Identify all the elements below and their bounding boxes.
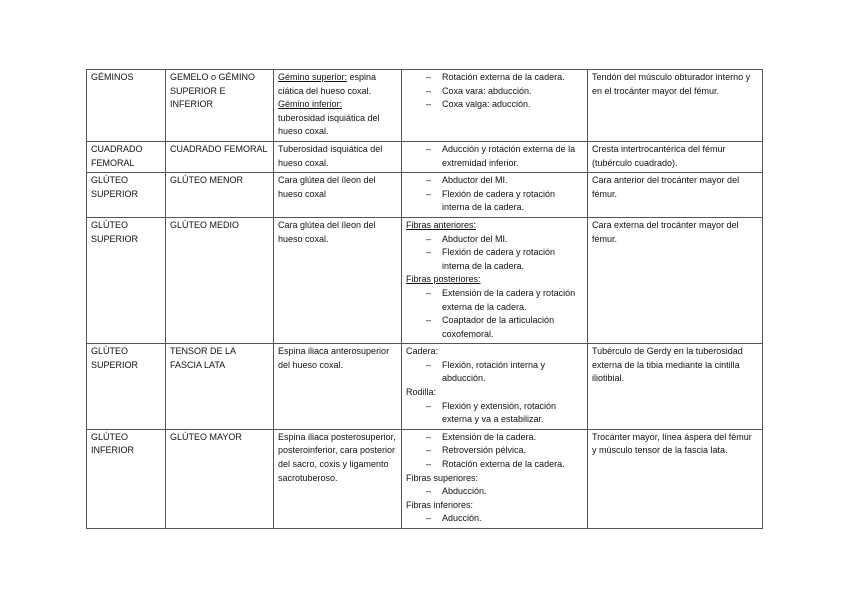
muscle-name: TENSOR DE LA FASCIA LATA xyxy=(170,346,236,370)
origin-text: Cara glútea del íleon del hueso coxal. xyxy=(278,219,376,244)
list-item: – Extensión de la cadera. xyxy=(426,431,583,445)
actions-list xyxy=(406,174,583,215)
cell-actions xyxy=(402,141,588,172)
group-label: GLÚTEO SUPERIOR xyxy=(91,219,139,244)
list-item: – Flexión de cadera y rotación interna de la cadera. xyxy=(426,188,583,215)
cell-group xyxy=(87,173,166,218)
table-row-gluteo-mayor xyxy=(87,429,763,528)
cell-group xyxy=(87,217,166,343)
list-item: – Abductor del MI. xyxy=(426,174,583,188)
group-label: GLÚTEO SUPERIOR xyxy=(91,175,139,199)
actions-list xyxy=(406,233,583,274)
muscle-name: CUADRADO FEMORAL xyxy=(170,143,268,154)
cell-muscle xyxy=(166,344,274,430)
cell-muscle xyxy=(166,141,274,172)
cell-group xyxy=(87,429,166,528)
muscle-table xyxy=(86,69,763,529)
actions-list xyxy=(406,287,583,341)
list-item: – Extensión de la cadera y rotación externa de la cadera. xyxy=(426,287,583,314)
list-item: – Flexión, rotación interna y abducción. xyxy=(426,359,583,386)
cell-actions xyxy=(402,70,588,142)
table-row-tensor-fascia-lata xyxy=(87,344,763,430)
origin-text: espina ciática del hueso coxal. xyxy=(278,72,377,96)
cell-actions xyxy=(402,344,588,430)
cell-origin xyxy=(274,173,402,218)
cell-insertion xyxy=(588,141,763,172)
origin-text: Cara glútea del íleon del hueso coxal xyxy=(278,175,376,199)
list-item: – Rotación externa de la cadera. xyxy=(426,71,583,85)
list-item: – Abductor del MI. xyxy=(426,233,583,247)
cell-insertion xyxy=(588,344,763,430)
list-item: – Flexión y extensión, rotación externa y va a estabilizar. xyxy=(426,400,583,427)
actions-group-label: Cadera: xyxy=(406,346,439,357)
list-item: – Retroversión pélvica. xyxy=(426,444,583,458)
origin-text: tuberosidad isquiática del hueso coxal. xyxy=(278,112,380,137)
table-row-geminos xyxy=(87,70,763,142)
list-item: – Rotación externa de la cadera. xyxy=(426,458,583,472)
cell-actions xyxy=(402,217,588,343)
origin-sublabel: Gémino inferior: xyxy=(278,99,343,110)
actions-list xyxy=(406,431,583,472)
cell-insertion xyxy=(588,429,763,528)
cell-group xyxy=(87,70,166,142)
insertion-text: Cara anterior del trocánter mayor del fémur. xyxy=(592,175,740,199)
actions-group-label: Fibras superiores: xyxy=(406,472,479,483)
list-item: – Aducción y rotación externa de la extremidad inferior. xyxy=(426,143,583,170)
muscle-name: GLÚTEO MAYOR xyxy=(170,431,242,442)
origin-text: Espina iliaca anterosuperior del hueso coxal. xyxy=(278,346,390,370)
actions-list xyxy=(406,143,583,170)
cell-actions xyxy=(402,429,588,528)
muscle-name: GEMELO o GÉMINO SUPERIOR E INFERIOR xyxy=(170,72,256,110)
list-item: – Flexión de cadera y rotación interna de la cadera. xyxy=(426,246,583,273)
cell-origin xyxy=(274,141,402,172)
table-row-gluteo-medio xyxy=(87,217,763,343)
actions-list xyxy=(406,359,583,386)
origin-sublabel: Gémino superior: xyxy=(278,72,348,82)
muscle-name: GLÚTEO MENOR xyxy=(170,175,244,186)
cell-muscle xyxy=(166,70,274,142)
cell-origin xyxy=(274,217,402,343)
muscle-name: GLÚTEO MEDIO xyxy=(170,219,240,230)
actions-list xyxy=(406,512,583,526)
group-label: GLÚTEO INFERIOR xyxy=(91,431,135,456)
insertion-text: Cara externa del trocánter mayor del fémur. xyxy=(592,219,739,244)
group-label: GLÚTEO SUPERIOR xyxy=(91,346,139,370)
actions-group-label: Rodilla: xyxy=(406,387,437,398)
cell-insertion xyxy=(588,173,763,218)
cell-origin xyxy=(274,344,402,430)
actions-group-label: Fibras anteriores: xyxy=(406,219,477,230)
insertion-text: Tubérculo de Gerdy en la tuberosidad externa de la tibia mediante la cintilla iliotibial. xyxy=(592,346,743,384)
actions-group-label: Fibras posteriores: xyxy=(406,274,481,285)
origin-text: Espina iliaca posterosuperior, posteroinferior, cara posterior del sacro, coxis y ligamento sacrotuberoso. xyxy=(278,431,396,483)
origin-text: Tuberosidad isquiática del hueso coxal. xyxy=(278,143,383,168)
insertion-text: Trocánter mayor, línea áspera del fémur y músculo tensor de la fascia lata. xyxy=(592,431,752,456)
cell-actions xyxy=(402,173,588,218)
cell-muscle xyxy=(166,429,274,528)
table-row-cuadrado-femoral xyxy=(87,141,763,172)
list-item: – Abducción. xyxy=(426,485,583,499)
cell-group xyxy=(87,141,166,172)
cell-insertion xyxy=(588,217,763,343)
list-item: – Coxa valga: aducción. xyxy=(426,98,583,112)
cell-muscle xyxy=(166,173,274,218)
list-item: – Aducción. xyxy=(426,512,583,526)
group-label: GÉMINOS xyxy=(91,72,134,82)
list-item: – Coxa vara: abducción. xyxy=(426,85,583,99)
cell-origin xyxy=(274,70,402,142)
list-item: – Coaptador de la articulación coxofemoral. xyxy=(426,314,583,341)
cell-origin xyxy=(274,429,402,528)
table-row-gluteo-menor xyxy=(87,173,763,218)
actions-list xyxy=(406,71,583,112)
group-label: CUADRADO FEMORAL xyxy=(91,143,143,168)
insertion-text: Cresta intertrocantérica del fémur (tubérculo cuadrado). xyxy=(592,143,726,168)
actions-group-label: Fibras inferiores: xyxy=(406,499,474,510)
cell-group xyxy=(87,344,166,430)
cell-muscle xyxy=(166,217,274,343)
insertion-text: Tendón del músculo obturador interno y en el trocánter mayor del fémur. xyxy=(592,72,751,96)
cell-insertion xyxy=(588,70,763,142)
actions-list xyxy=(406,485,583,499)
actions-list xyxy=(406,400,583,427)
